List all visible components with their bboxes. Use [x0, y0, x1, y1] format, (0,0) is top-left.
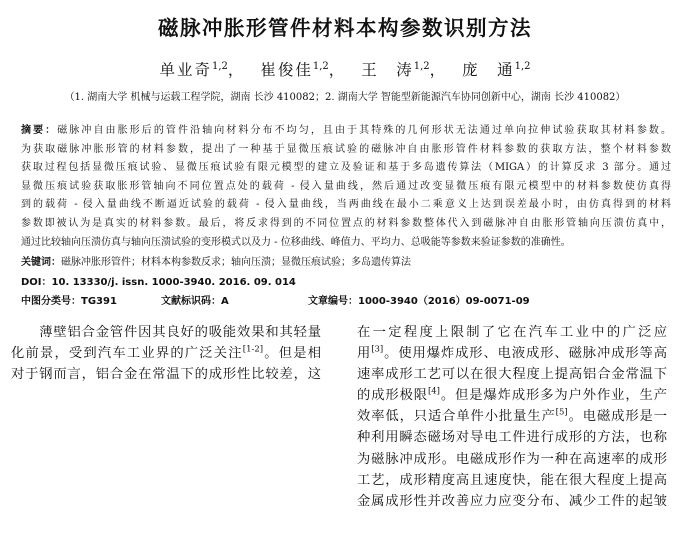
- body-line: 效率低，只适合单件小批量生产[5]。电磁成形是一: [357, 407, 667, 425]
- citation: [3]: [371, 344, 384, 355]
- body-line: 化前景，受到汽车工业界的广泛关注[1-2]。但是相: [11, 344, 321, 362]
- abstract-line: 为获取磁脉冲胀形管的材料参数，提出了一种基于显微压痕试验的磁脉冲自由胀形管件材料参数的获取方法，整个材料参数: [21, 143, 671, 155]
- author-name: 庞 通$^{1,2}$: [462, 60, 531, 79]
- citation: [5]: [555, 407, 568, 418]
- body-line: 在一定程度上限制了它在汽车工业中的广泛应: [357, 325, 667, 340]
- body-line: 金属成形性并改善应力应变分布、减少工件的起皱: [357, 493, 667, 509]
- author-name: 崔俊佳$^{1,2}$，: [260, 60, 347, 79]
- body-line: 速率成形工艺可以在很大程度上提高铝合金常温下: [357, 367, 667, 383]
- citation: [1-2]: [242, 344, 264, 355]
- doi: DOI：10. 13330/j. issn. 1000-3940. 2016. 09. 014: [21, 277, 296, 288]
- doi-value: 10. 13330/j. issn. 1000-3940. 2016. 09. 014: [51, 277, 296, 288]
- affiliation: （1. 湖南大学 机械与运载工程学院，湖南 长沙 410082；2. 湖南大学 智能型新能源汽车协同创新中心，湖南 长沙 410082）: [64, 92, 626, 103]
- body-line: 工艺，成形精度高且速度快，能在很大程度上提高: [357, 472, 667, 488]
- body-line: 用[3]。使用爆炸成形、电液成形、磁脉冲成形等高: [357, 344, 667, 362]
- abstract-line: 显微压痕试验获取胀形管轴向不同位置点处的载荷 - 侵入量曲线，然后通过改变显微压痕有限元模型中的材料参数使仿真得: [21, 180, 671, 192]
- abstract-line: 通过比较轴向压溃仿真与轴向压溃试验的变形模式以及力 - 位移曲线、峰值力、平均力、总吸能等参数来验证参数的准确性。: [21, 236, 571, 248]
- keywords: [21, 253, 411, 268]
- body-line: 的成形极限[4]。但是爆炸成形多为户外作业，生产: [357, 386, 667, 404]
- abstract-line: 到的载荷 - 侵入量曲线不断逼近试验的载荷 - 侵入量曲线，当两曲线在最小二乘意义上达到误差最小时，由仿真得到的材料: [21, 199, 671, 211]
- body-line: 对于钢而言，铝合金在常温下的成形性比较差，这: [11, 367, 321, 383]
- author-name: 王 涛$^{1,2}$，: [361, 60, 448, 79]
- abstract-line: 摘要：磁脉冲自由胀形后的管件沿轴向材料分布不均匀，且由于其特殊的几何形状无法通过单向拉伸试验获取其材料参数。: [21, 125, 671, 136]
- abstract: [21, 122, 671, 252]
- body-column-right: [357, 322, 667, 512]
- body-line: 薄壁铝合金管件因其良好的吸能效果和其轻量: [11, 325, 321, 340]
- keywords-label: 关键词：: [21, 257, 61, 268]
- abstract-line: 参数即被认为是真实的材料参数。最后，将反求得到的不同位置点的材料参数整体代入到磁脉冲自由胀形管轴向压溃仿真中，: [21, 217, 671, 229]
- abstract-line: 获取过程包括显微压痕试验、显微压痕试验有限元模型的建立及验证和基于多岛遗传算法（MIGA）的计算反求 3 部分。通过: [21, 162, 671, 174]
- citation: [4]: [427, 386, 440, 397]
- clc-number: 中图分类号：TG391: [21, 296, 117, 307]
- body-column-left: [11, 322, 321, 385]
- author-name: 单业奇$^{1,2}$，: [159, 60, 246, 79]
- author-list: [0, 58, 690, 80]
- keywords-text: 磁脉冲胀形管件；材料本构参数反求；轴向压溃；显微压痕试验；多岛遗传算法: [61, 257, 411, 268]
- document-code: 文献标识码：A: [161, 296, 229, 307]
- body-line: 为磁脉冲成形。电磁成形作为一种在高速率的成形: [357, 451, 667, 467]
- article-number: 文章编号：1000-3940（2016）09-0071-09: [308, 296, 530, 307]
- paper-title: 磁脉冲胀形管件材料本构参数识别方法: [158, 16, 532, 40]
- abstract-label: 摘要：: [21, 125, 58, 136]
- body-line: 种利用瞬态磁场对导电工件进行成形的方法，也称: [357, 430, 667, 446]
